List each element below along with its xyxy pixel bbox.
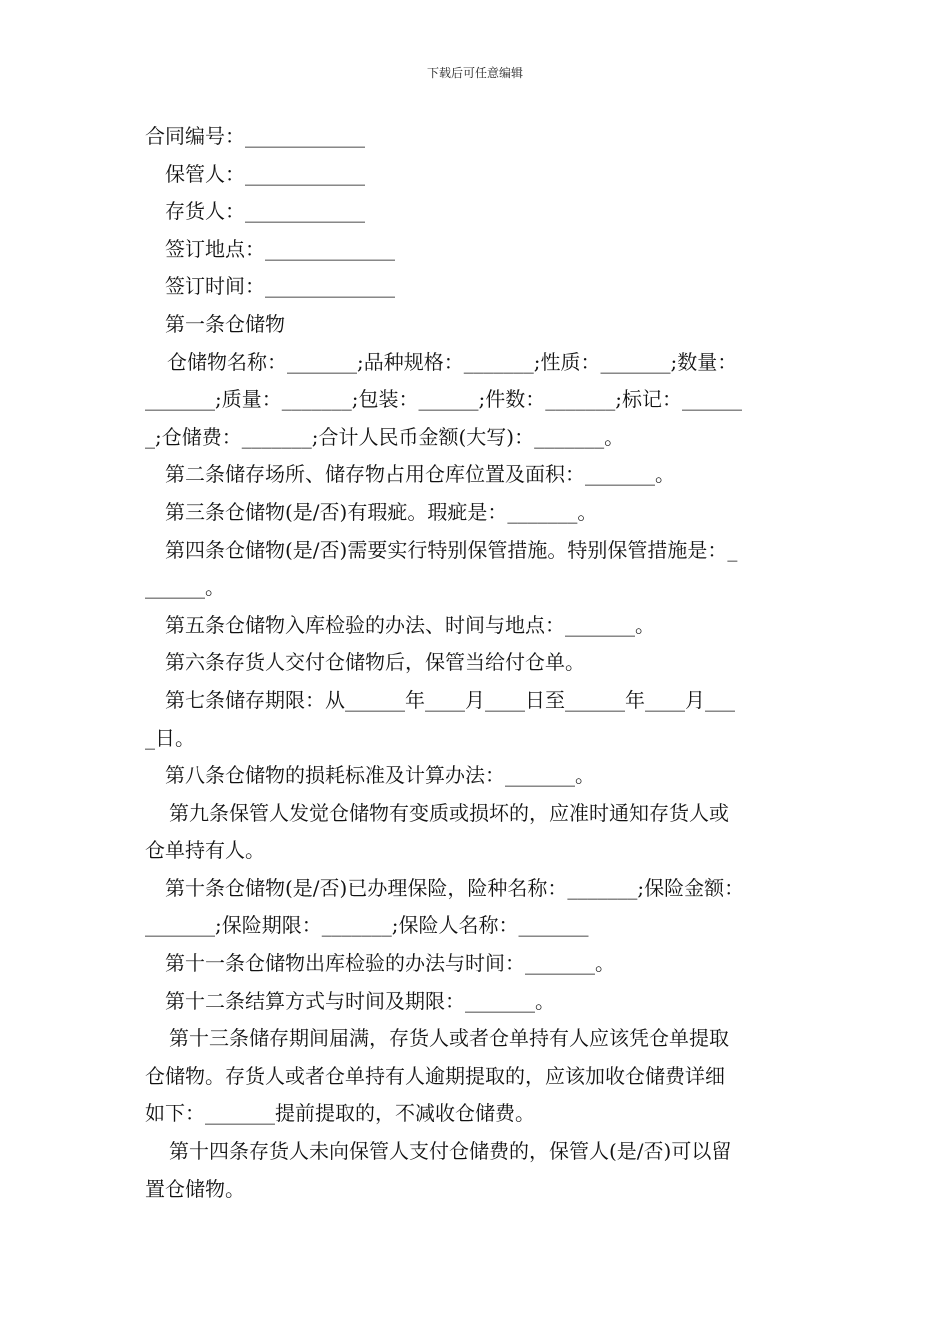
article-7-line-1: 第七条储存期限：从______年____月____日至______年____月___ bbox=[165, 687, 735, 712]
signing-place-line: 签订地点：_____________ bbox=[165, 236, 395, 261]
article-4-line-2: ______。 bbox=[145, 575, 225, 600]
depositor-line: 存货人：____________ bbox=[165, 199, 365, 224]
signing-time-line: 签订时间：_____________ bbox=[165, 274, 395, 299]
article-9-line-2: 仓单持有人。 bbox=[145, 838, 265, 863]
contract-number-line: 合同编号：____________ bbox=[145, 124, 365, 148]
article-1-title: 第一条仓储物 bbox=[165, 311, 285, 336]
article-14-line-2: 置仓储物。 bbox=[145, 1176, 245, 1201]
article-9-line-1: 第九条保管人发觉仓储物有变质或损坏的，应准时通知存货人或 bbox=[169, 800, 729, 825]
article-6: 第六条存货人交付仓储物后，保管当给付仓单。 bbox=[165, 650, 585, 675]
article-1-line-2: _______;质量：_______;包装：______;件数：_______;标记：______ bbox=[145, 387, 742, 412]
article-12: 第十二条结算方式与时间及期限：_______。 bbox=[165, 988, 555, 1013]
article-5: 第五条仓储物入库检验的办法、时间与地点：_______。 bbox=[165, 612, 655, 637]
article-11: 第十一条仓储物出库检验的办法与时间：_______。 bbox=[165, 951, 615, 976]
article-10-line-2: _______;保险期限：_______;保险人名称：_______ bbox=[145, 913, 589, 938]
article-2: 第二条储存场所、储存物占用仓库位置及面积：_______。 bbox=[165, 462, 675, 487]
article-13-line-1: 第十三条储存期间届满，存货人或者仓单持有人应该凭仓单提取 bbox=[169, 1026, 729, 1051]
article-14-line-1: 第十四条存货人未向保管人支付仓储费的，保管人(是/否)可以留 bbox=[169, 1139, 732, 1164]
article-10-line-1: 第十条仓储物(是/否)已办理保险，险种名称：_______;保险金额： bbox=[165, 875, 745, 900]
article-13-line-2: 仓储物。存货人或者仓单持有人逾期提取的，应该加收仓储费详细 bbox=[145, 1063, 725, 1088]
article-3: 第三条仓储物(是/否)有瑕疵。瑕疵是：_______。 bbox=[165, 499, 598, 524]
article-4-line-1: 第四条仓储物(是/否)需要实行特别保管措施。特别保管措施是：_ bbox=[165, 537, 738, 562]
article-8: 第八条仓储物的损耗标准及计算办法：_______。 bbox=[165, 763, 595, 788]
article-1-line-3: _;仓储费：_______;合计人民币金额(大写)：_______。 bbox=[145, 424, 625, 449]
custodian-line: 保管人：____________ bbox=[165, 161, 365, 186]
contract-body bbox=[145, 118, 810, 1208]
article-7-line-2: _日。 bbox=[145, 725, 195, 750]
page-header-note: 下载后可任意编辑 bbox=[426, 66, 523, 80]
article-1-line-1: 仓储物名称：_______;品种规格：_______;性质：_______;数量： bbox=[167, 349, 738, 374]
article-13-line-3: 如下：_______提前提取的，不减收仓储费。 bbox=[145, 1101, 535, 1126]
